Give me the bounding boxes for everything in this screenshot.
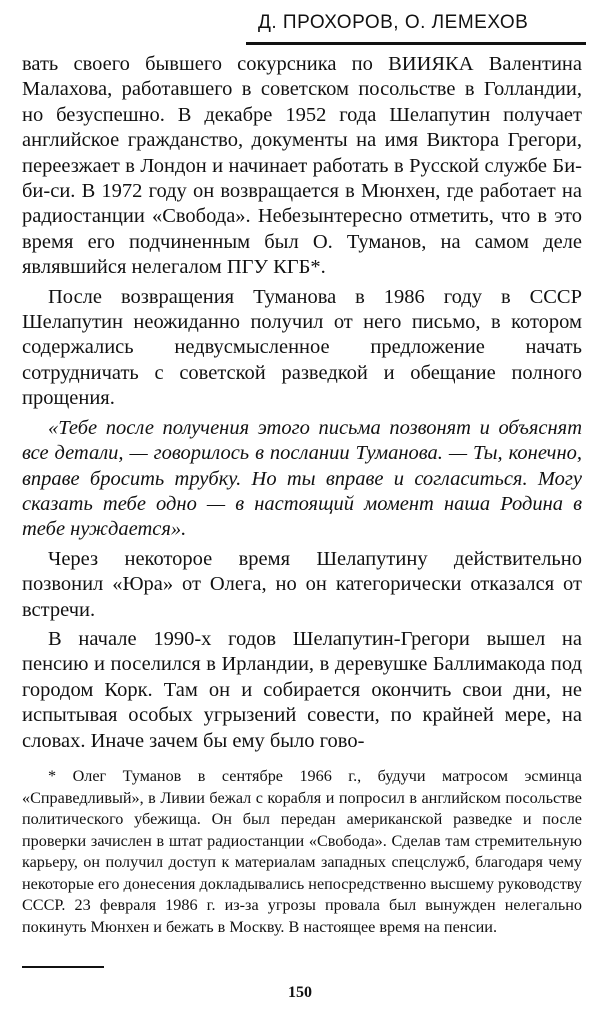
header-rule bbox=[246, 42, 586, 45]
footnote: * Олег Туманов в сентябре 1966 г., будучи матросом эсминца «Справедливый», в Ливии бежал с корабля и попросил в английском посольстве политического убежища. Он был передан американской разведке и после проверки зачислен в штат радиостанции «Свобода». Сделав там стремительную карьеру, он получил доступ к материалам западных спецслужб, благодаря чему некоторые его донесения докладывались непосредственно высшему руководству СССР. 23 февраля 1986 г. из-за угрозы провала был вынужден нелегально покинуть Мюнхен и бежать в Москву. В настоящее время на пенсии. bbox=[22, 767, 582, 936]
paragraph-quote: «Тебе после получения этого письма позвонят и объяснят все детали, — говорилось в послании Туманова. — Ты, конечно, вправе бросить трубку. Но ты вправе и согласиться. Могу сказать тебе одно — в настоящий момент наша Родина в тебе нуждается». bbox=[22, 416, 582, 541]
main-text bbox=[22, 52, 582, 754]
paragraph-continuation: вать своего бывшего сокурсника по ВИИЯКА Валентина Малахова, работавшего в советском посольстве в Голландии, но безуспешно. В декабре 1952 года Шелапутин получает английское гражданство, документы на имя Виктора Грегори, переезжает в Лондон и начинает работать в Русской службе Би-би-си. В 1972 году он возвращается в Мюнхен, где работает на радиостанции «Свобода». Небезынтересно отметить, что в это время его подчиненным был О. Туманов, на самом деле являвшийся нелегалом ПГУ КГБ*. bbox=[22, 53, 582, 279]
running-title: Д. ПРОХОРОВ, О. ЛЕМЕХОВ bbox=[258, 12, 529, 33]
paragraph-retirement: В начале 1990-х годов Шелапутин-Грегори вышел на пенсию и поселился в Ирландии, в деревушке Баллимакода под городом Корк. Там он и собирается окончить свои дни, не испытывая особых угрызений совести, по крайней мере, на словах. Иначе зачем бы ему было гово- bbox=[22, 627, 582, 752]
page-number: 150 bbox=[288, 984, 312, 1001]
paragraph-call: Через некоторое время Шелапутину действительно позвонил «Юра» от Олега, но он категорически отказался от встречи. bbox=[22, 547, 582, 621]
footnote-area bbox=[22, 766, 582, 938]
paragraph-letter: После возвращения Туманова в 1986 году в СССР Шелапутин неожиданно получил от него письмо, в котором содержались недвусмысленное предложение начать сотрудничать с советской разведкой и обещание полного прощения. bbox=[22, 285, 582, 410]
bottom-rule bbox=[22, 966, 104, 968]
